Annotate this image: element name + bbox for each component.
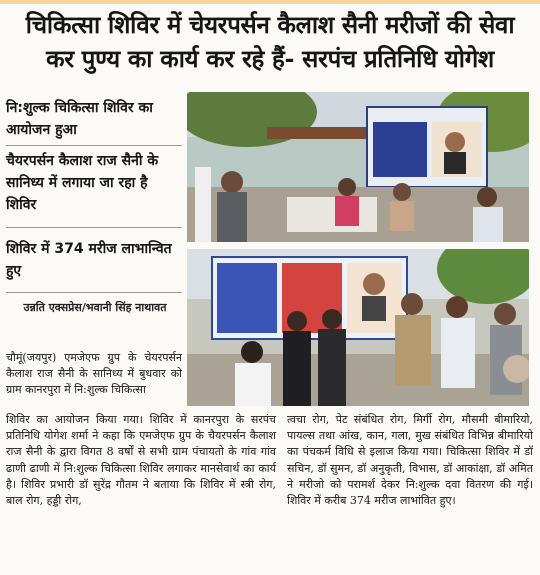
body-col1-bottom: शिविर का आयोजन किया गया। शिविर में कानरपुरा के सरपंच प्रतिनिधि योगेश शर्मा ने कहा कि एमजेएफ ग्रुप के चैयरपर्सन कैलाश राज सैनी के द्वारा विगत 8 वर्षों से सभी ग्राम पंचायतो के गांव गांव ढाणी ढाणी में नि:शुल्क चिकित्सा शिविर लगाकर मानसेवार्थ का कार्य है। शिविर प्रभारी डॉ सुरेंद्र गौतम ने बताया कि शिविर में स्त्री रोग, बाल रोग, हड्डी रोग, <box>6 413 276 508</box>
headline-line-2: कर पुण्य का कार्य कर रहे हैं- सरपंच प्रतिनिधि योगेश <box>46 44 494 73</box>
top-accent-strip <box>0 0 540 4</box>
highlight-divider <box>6 227 182 228</box>
photo-gap <box>187 242 529 249</box>
highlight-divider <box>6 145 182 146</box>
headline <box>6 8 534 76</box>
highlight-chairperson: चैयरपर्सन कैलाश राज सैनी के सानिध्य में लगाया जा रहा है शिविर <box>6 153 159 213</box>
highlight-divider <box>6 292 182 293</box>
highlight-free-camp: नि:शुल्क चिकित्सा शिविर का आयोजन हुआ <box>6 100 153 138</box>
photo-camp-tent <box>187 92 529 242</box>
photo-doctors-consult <box>187 249 529 406</box>
body-col1-top: चौमूं(जयपुर) एमजेएफ ग्रुप के चेयरपर्सन कैलाश राज सैनी के सानिध्य में बुधवार को ग्राम कानरपुरा में नि:शुल्क चिकित्सा <box>6 351 182 397</box>
body-col2: त्वचा रोग, पेट संबंधित रोग, मिर्गी रोग, मौसमी बीमारियो, पायल्स तथा आंख, कान, गला, मुख संबंधित विभिन्न बीमारियो का पंचकर्म विधि से इलाज किया गया। चिकित्सा शिविर में डॉ सचिन, डॉ सुमन, डॉ अनुकृती, विभास, डॉ आकांक्षा, डॉ अमित ने मरीजो को परामर्श देकर नि:शुल्क दवा वितरण की गई। शिविर में करीब 374 मरीज लाभांवित हुए। <box>287 413 533 508</box>
byline-credit: उन्नति एक्सप्रेस/भवानी सिंह नाथावत <box>23 301 167 314</box>
headline-line-1: चिकित्सा शिविर में चेयरपर्सन कैलाश सैनी मरीजों की सेवा <box>25 10 515 39</box>
highlight-patients-benefited: शिविर में 374 मरीज लाभान्वित हुए <box>6 241 172 279</box>
